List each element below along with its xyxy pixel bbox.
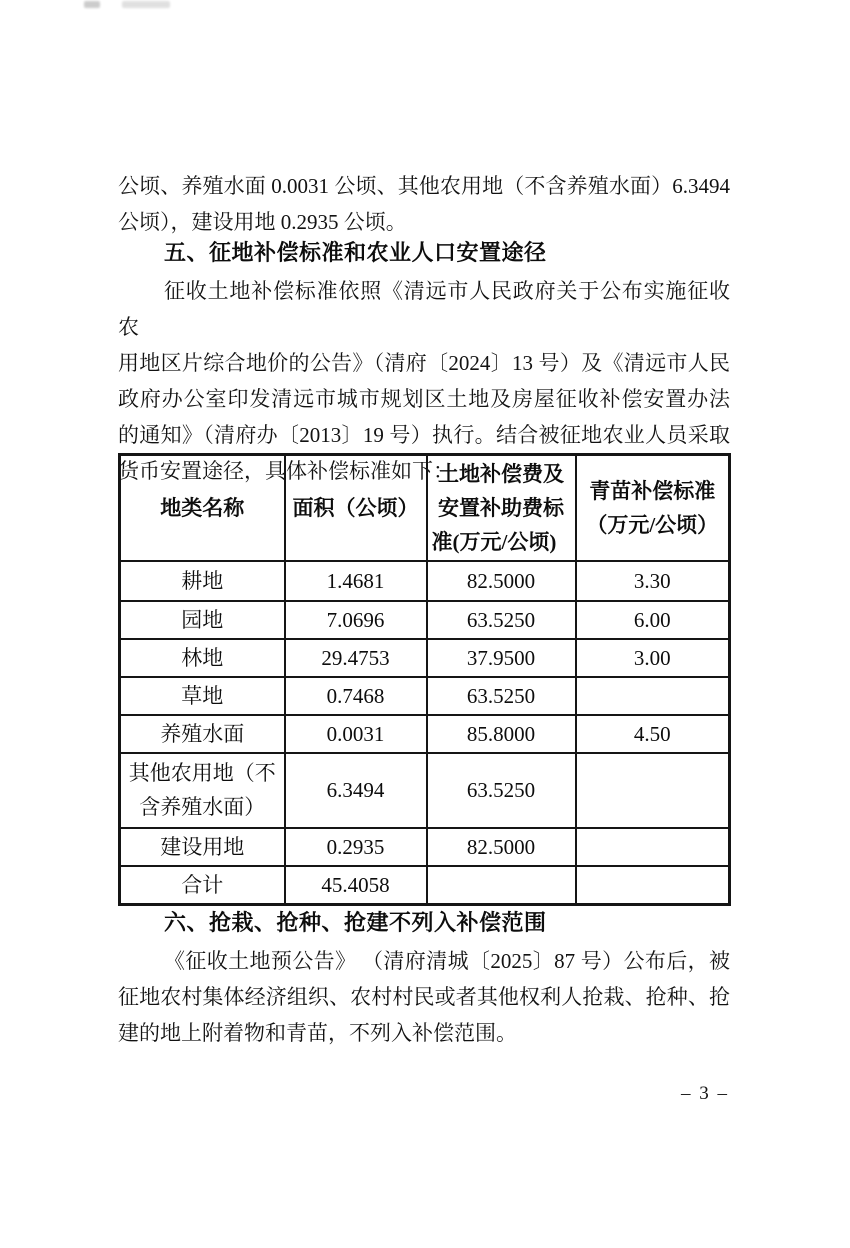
intro-paragraph bbox=[118, 168, 730, 240]
table-cell: 0.7468 bbox=[285, 677, 427, 715]
table-header-cell: 土地补偿费及安置补助费标准(万元/公顷) bbox=[427, 455, 576, 561]
scan-artifact bbox=[122, 1, 170, 8]
table-cell: 1.4681 bbox=[285, 561, 427, 601]
section5-heading: 五、征地补偿标准和农业人口安置途径 bbox=[164, 240, 547, 265]
table-cell: 0.2935 bbox=[285, 828, 427, 866]
table-row bbox=[120, 601, 730, 639]
table-cell: 45.4058 bbox=[285, 866, 427, 905]
table-cell: 82.5000 bbox=[427, 828, 576, 866]
table-cell: 3.00 bbox=[576, 639, 730, 677]
table-cell bbox=[576, 866, 730, 905]
table-cell: 63.5250 bbox=[427, 601, 576, 639]
table-cell: 4.50 bbox=[576, 715, 730, 753]
body-text-line: 公顷），建设用地 0.2935 公顷。 bbox=[118, 210, 407, 234]
body-text-line: 政府办公室印发清远市城市规划区土地及房屋征收补偿安置办法 bbox=[118, 387, 730, 411]
table-cell: 63.5250 bbox=[427, 753, 576, 828]
table-cell: 85.8000 bbox=[427, 715, 576, 753]
compensation-table bbox=[118, 453, 731, 906]
table-cell: 3.30 bbox=[576, 561, 730, 601]
body-text-line: 货币安置途径，具体补偿标准如下： bbox=[118, 459, 454, 483]
table-cell: 合计 bbox=[120, 866, 285, 905]
table-cell bbox=[576, 753, 730, 828]
table-cell bbox=[427, 866, 576, 905]
body-text-line: 建的地上附着物和青苗，不列入补偿范围。 bbox=[118, 1021, 517, 1045]
table-header-cell: 地类名称 bbox=[120, 455, 285, 561]
body-text-line: 征收土地补偿标准依照《清远市人民政府关于公布实施征收农 bbox=[118, 279, 730, 339]
table-cell: 林地 bbox=[120, 639, 285, 677]
body-text-line: 用地区片综合地价的公告》（清府〔2024〕13 号）及《清远市人民 bbox=[118, 351, 730, 375]
page-number: – 3 – bbox=[681, 1083, 729, 1104]
table-cell bbox=[576, 828, 730, 866]
table-cell: 其他农用地（不含养殖水面） bbox=[120, 753, 285, 828]
table-cell: 耕地 bbox=[120, 561, 285, 601]
table-row bbox=[120, 639, 730, 677]
scan-artifact bbox=[84, 1, 100, 8]
table-cell: 37.9500 bbox=[427, 639, 576, 677]
table-cell: 7.0696 bbox=[285, 601, 427, 639]
body-text-line: 《征收土地预公告》 （清府清城〔2025〕87 号）公布后，被 bbox=[164, 949, 730, 973]
table-header-cell: 青苗补偿标准（万元/公顷） bbox=[576, 455, 730, 561]
table-row bbox=[120, 828, 730, 866]
table-cell: 建设用地 bbox=[120, 828, 285, 866]
table-row bbox=[120, 753, 730, 828]
section6-paragraph bbox=[118, 943, 730, 1051]
body-text-line: 的通知》（清府办〔2013〕19 号）执行。结合被征地农业人员采取 bbox=[118, 423, 730, 447]
table-cell: 草地 bbox=[120, 677, 285, 715]
table-header-row bbox=[120, 455, 730, 561]
table-cell: 0.0031 bbox=[285, 715, 427, 753]
table-cell: 63.5250 bbox=[427, 677, 576, 715]
table-row bbox=[120, 561, 730, 601]
table-cell bbox=[576, 677, 730, 715]
body-text-line: 征地农村集体经济组织、农村村民或者其他权利人抢栽、抢种、抢 bbox=[118, 985, 730, 1009]
table-header-cell: 面积（公顷） bbox=[285, 455, 427, 561]
table-cell: 园地 bbox=[120, 601, 285, 639]
table-row bbox=[120, 677, 730, 715]
table-row bbox=[120, 715, 730, 753]
table-cell: 29.4753 bbox=[285, 639, 427, 677]
table-cell: 养殖水面 bbox=[120, 715, 285, 753]
table-cell: 6.00 bbox=[576, 601, 730, 639]
table-cell: 82.5000 bbox=[427, 561, 576, 601]
section6-heading: 六、抢栽、抢种、抢建不列入补偿范围 bbox=[164, 910, 547, 935]
table-cell: 6.3494 bbox=[285, 753, 427, 828]
table-row bbox=[120, 866, 730, 905]
body-text-line: 公顷、养殖水面 0.0031 公顷、其他农用地（不含养殖水面）6.3494 bbox=[118, 174, 730, 198]
